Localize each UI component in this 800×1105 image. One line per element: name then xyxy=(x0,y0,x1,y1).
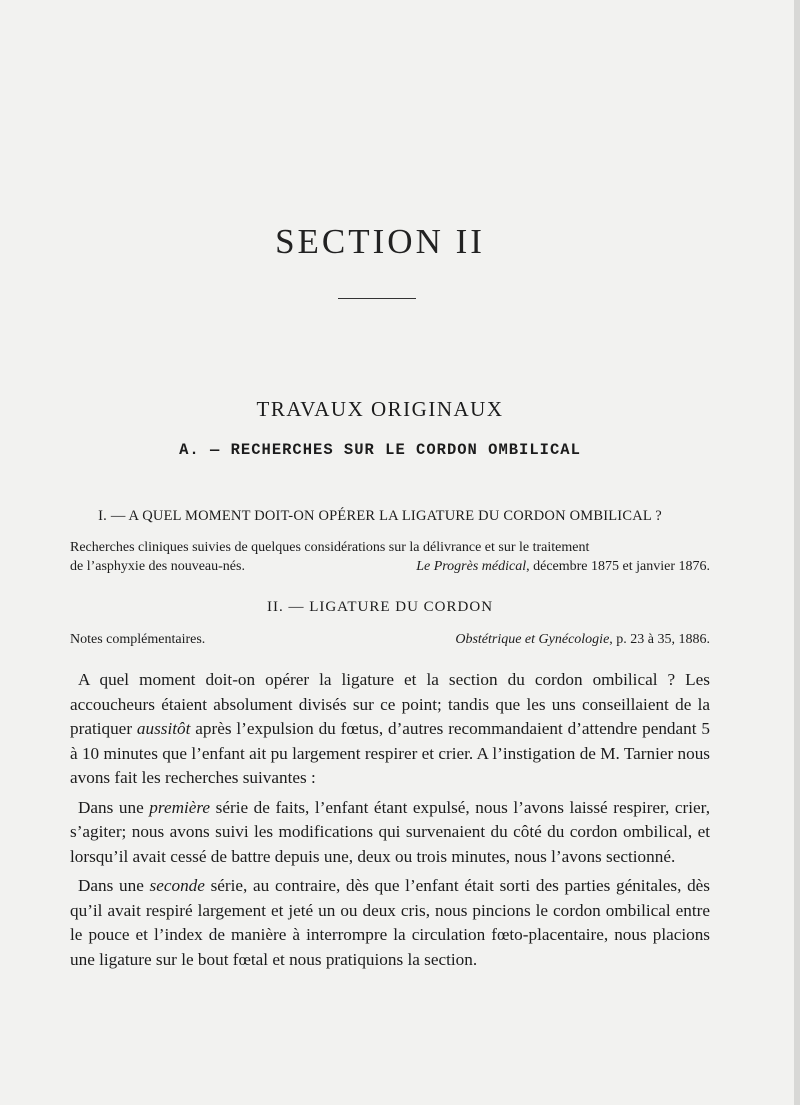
paragraph-2-text-b: série de faits, l’enfant étant expulsé, nous l’avons laissé respirer, crier, s’agiter; nous avons suivi les modifications qui survenaient du côté du cordon ombilical, et lorsqu’il avait cessé de battre depuis une, deux ou trois minutes, nous l’avons sectionné. xyxy=(70,797,711,866)
part1-title: I. — A QUEL MOMENT DOIT-ON OPÉRER LA LIGATURE DU CORDON OMBILICAL ? xyxy=(98,508,662,524)
paragraph-2-emphasis: première xyxy=(149,797,211,817)
paragraph-1-emphasis: aussitôt xyxy=(136,719,191,738)
paragraph-3 xyxy=(70,874,710,972)
part2-note-label: Notes complémentaires. xyxy=(70,632,206,647)
heading-travaux: TRAVAUX ORIGINAUX xyxy=(256,397,504,421)
paragraph-3-text-a: Dans une xyxy=(78,876,150,895)
paragraph-2-text-a: Dans une xyxy=(78,797,150,817)
paragraph-1 xyxy=(70,668,710,791)
paragraph-1-text-b: après l’expulsion du fœtus, d’autres recommandaient d’attendre pendant 5 à 10 minutes que l’enfant ait pu largement respirer et crier. A l’instigation de M. Tarnier nous avons fait les recherches suivantes : xyxy=(70,719,710,787)
part1-reference-line1: Recherches cliniques suivies de quelques considérations sur la délivrance et sur le traitement xyxy=(70,540,590,555)
paragraph-2 xyxy=(70,796,710,870)
part1-reference xyxy=(70,538,710,576)
part2-reference-line xyxy=(70,630,710,649)
title-rule xyxy=(338,298,416,299)
section-title: SECTION II xyxy=(275,222,485,261)
part1-reference-citation xyxy=(416,557,710,576)
part1-reference-line2 xyxy=(70,557,710,576)
paragraph-3-emphasis: seconde xyxy=(149,876,205,895)
page-edge-shadow xyxy=(794,0,800,1105)
part2-reference xyxy=(70,630,710,649)
part2-source: Obstétrique et Gynécologie xyxy=(455,632,610,647)
part2-pages: , p. 23 à 35, 1886. xyxy=(609,632,710,647)
part2-title: II. — LIGATURE DU CORDON xyxy=(266,599,494,615)
body-text xyxy=(70,668,710,977)
paragraph-1-text-a: A quel moment doit-on opérer la ligature et la section du cordon ombilical ? Les accoucheurs étaient absolument divisés sur ce point; tandis que les uns conseillaient de la pratiquer xyxy=(70,670,710,738)
paragraph-3-text-b: série, au contraire, dès que l’enfant était sorti des parties génitales, dès qu’il avait respiré largement et jeté un ou deux cris, nous pincions le cordon ombilical entre le pouce et l’index de manière à interrompre la circulation fœto-placentaire, nous placions une ligature sur le bout fœtal et nous pratiquions la section. xyxy=(70,876,710,969)
part1-source: Le Progrès médical xyxy=(416,559,527,574)
part1-reference-topic: de l’asphyxie des nouveau-nés. xyxy=(70,559,245,574)
part2-citation xyxy=(455,630,710,649)
heading-recherches: A. — RECHERCHES SUR LE CORDON OMBILICAL xyxy=(179,441,581,459)
part1-date: , décembre 1875 et janvier 1876. xyxy=(526,559,710,574)
